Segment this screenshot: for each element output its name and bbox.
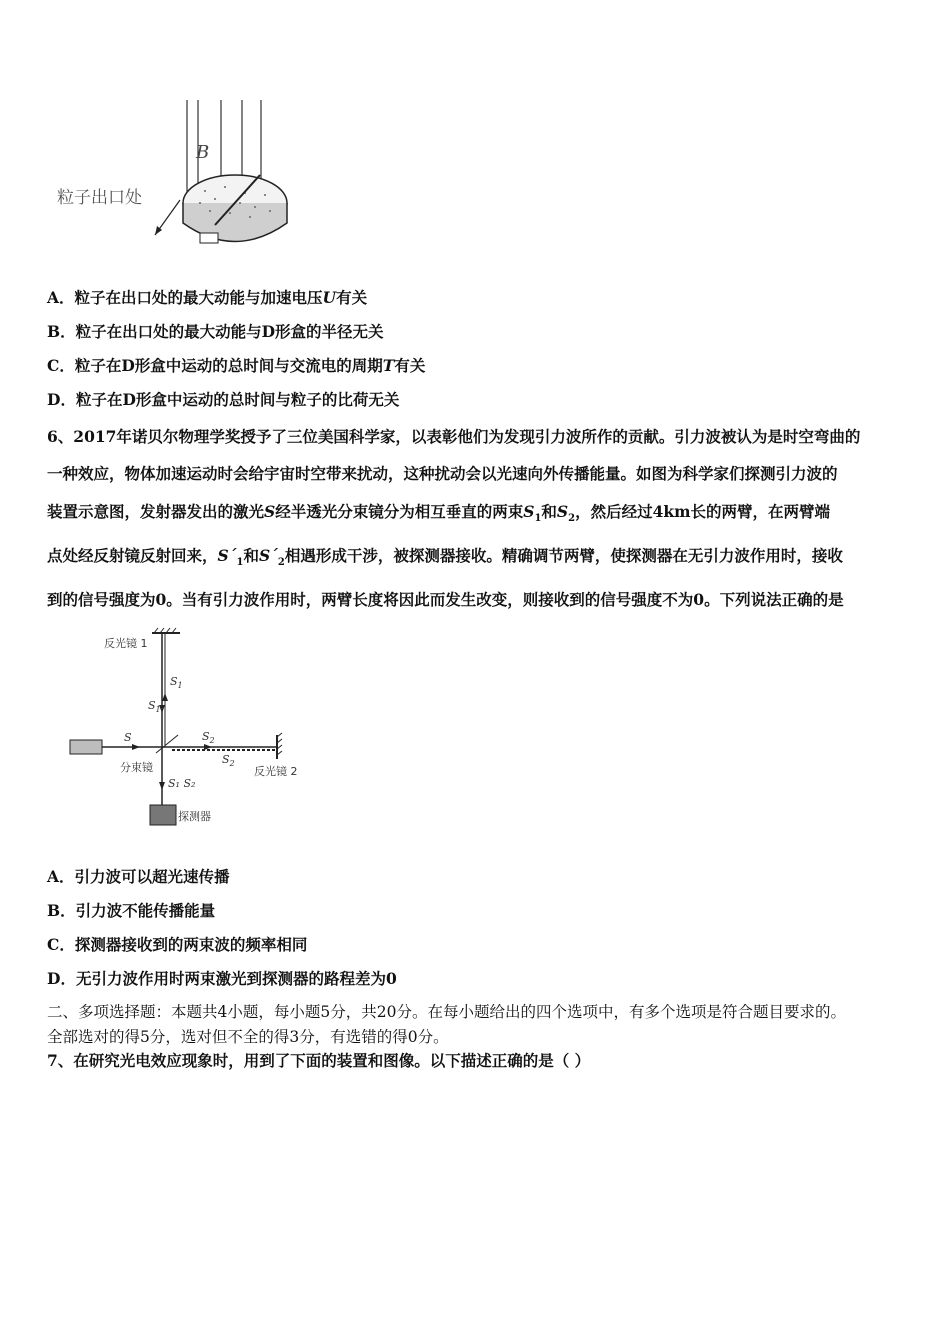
question-7: 7、在研究光电效应现象时，用到了下面的装置和图像。以下描述正确的是（ ） bbox=[47, 1051, 591, 1070]
s1-s2-label: S₁ S₂ bbox=[168, 777, 196, 790]
mirror-2-label: 反光镜 2 bbox=[254, 765, 298, 778]
q6-option-b[interactable]: B．引力波不能传播能量 bbox=[47, 901, 216, 920]
s2-label: $S_2$ bbox=[202, 730, 215, 745]
s2-prime-label: $S_2$ bbox=[222, 753, 235, 768]
q5-option-c[interactable]: C．粒子在D形盒中运动的总时间与交流电的周期T有关 bbox=[47, 356, 426, 375]
splitter-label: 分束镜 bbox=[120, 761, 153, 774]
q6-option-d[interactable]: D．无引力波作用时两束激光到探测器的路程差为0 bbox=[47, 969, 397, 988]
cyclotron-figure bbox=[55, 95, 315, 260]
section-2-heading: 二、多项选择题：本题共4小题，每小题5分，共20分。在每小题给出的四个选项中，有多个选项是符合题目要求的。 全部选对的得5分，选对但不全的得3分，有选错的得0分。 bbox=[47, 1003, 846, 1046]
detector-label: 探测器 bbox=[178, 810, 211, 823]
q5-option-a[interactable]: A．粒子在出口处的最大动能与加速电压U有关 bbox=[47, 288, 368, 307]
interferometer-figure bbox=[62, 625, 322, 835]
q5-option-b[interactable]: B．粒子在出口处的最大动能与D形盒的半径无关 bbox=[47, 322, 384, 341]
q6-option-c[interactable]: C．探测器接收到的两束波的频率相同 bbox=[47, 935, 308, 954]
question-6: 6、2017年诺贝尔物理学奖授予了三位美国科学家，以表彰他们为发现引力波所作的贡献。引力波被认为是时空弯曲的 一种效应，物体加速运动时会给宇宙时空带来扰动，这种扰动会以光速向外传播能量。如图为科学家们探测引力波的 装置示意图，发射器发出的激光S经半透光分束镜分为相互垂直的两束$S_1$和$S_2$，然后经过4km长的两臂，在两臂端 点处经反射镜反射回来，$S´_1$和$S´_2$相遇形成干涉，被探测器接收。精确调节两臂，使探测器在无引力波作用时，接收 到的信号强度为0。当有引力波作用时，两臂长度将因此而发生改变，则接收到的信号强度不为0。下列说法正确的是 bbox=[47, 427, 861, 610]
s-label: S bbox=[124, 731, 132, 744]
s1-label: $S_1$ bbox=[148, 699, 161, 714]
magnetic-field-label: B bbox=[196, 142, 210, 163]
q5-option-d[interactable]: D．粒子在D形盒中运动的总时间与粒子的比荷无关 bbox=[47, 390, 400, 409]
mirror-1-label: 反光镜 1 bbox=[104, 637, 148, 650]
s1-prime-label: $S_1$ bbox=[170, 675, 183, 690]
particle-exit-label: 粒子出口处 bbox=[57, 188, 142, 208]
q6-option-a[interactable]: A．引力波可以超光速传播 bbox=[47, 867, 230, 886]
